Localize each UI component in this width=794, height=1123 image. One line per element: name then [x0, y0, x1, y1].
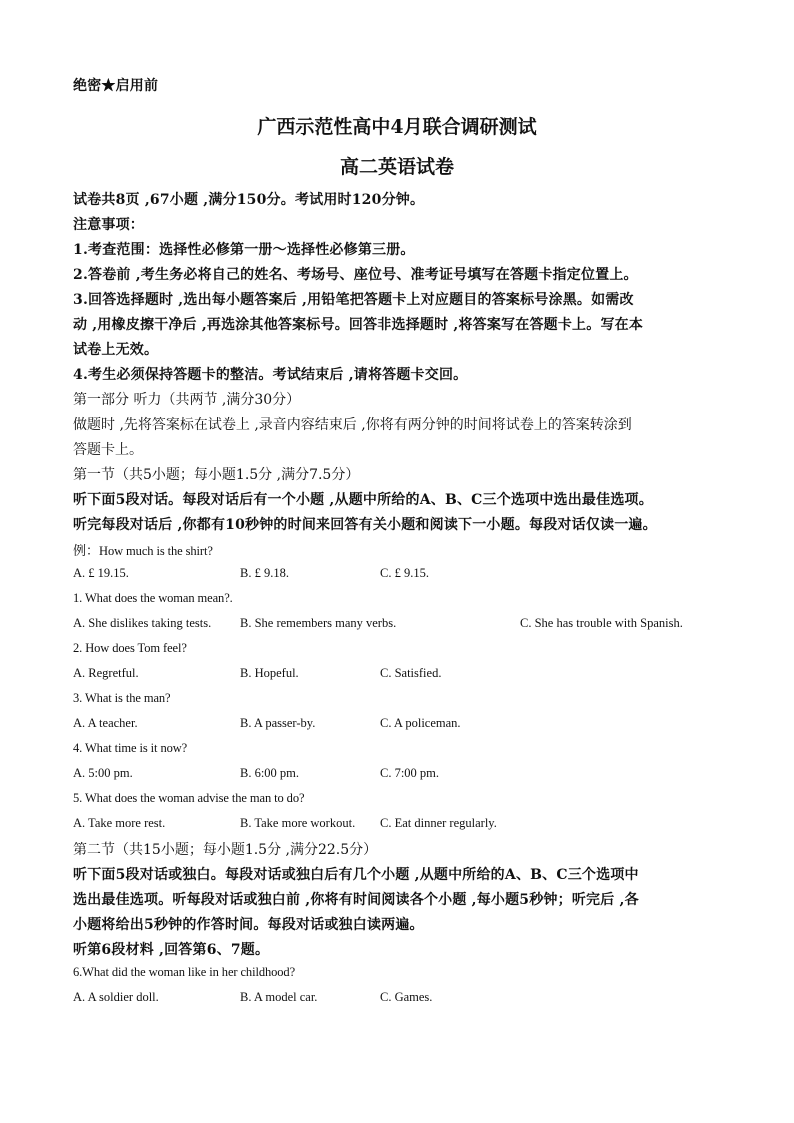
q4-option-a: A. 5:00 pm.	[73, 766, 133, 780]
section1-heading: 第一节（共5小题；每小题1.5分 ,满分7.5分）	[73, 467, 360, 483]
note-3-line-2: 动 ,用橡皮擦干净后 ,再选涂其他答案标号。回答非选择题时 ,将答案写在答题卡上。写在本	[73, 317, 644, 333]
q5-option-c: C. Eat dinner regularly.	[380, 816, 497, 830]
q3-option-b: B. A passer-by.	[240, 716, 316, 730]
part1-desc-line-2: 答题卡上。	[73, 442, 143, 458]
example-option-b: B. £ 9.18.	[240, 566, 289, 580]
q6-option-b: B. A model car.	[240, 990, 318, 1004]
exam-summary: 试卷共8页 ,67小题 ,满分150分。考试用时120分钟。	[73, 192, 425, 208]
q6-option-a: A. A soldier doll.	[73, 990, 159, 1004]
example-option-a: A. £ 19.15.	[73, 566, 129, 580]
section2-heading: 第二节（共15小题；每小题1.5分 ,满分22.5分）	[73, 842, 378, 858]
q3-option-a: A. A teacher.	[73, 716, 138, 730]
section1-desc-line-2: 听完每段对话后 ,你都有10秒钟的时间来回答有关小题和阅读下一小题。每段对话仅读一遍。	[73, 517, 657, 533]
exam-title: 广西示范性高中4月联合调研测试	[257, 116, 537, 138]
example-option-c: C. £ 9.15.	[380, 566, 429, 580]
note-1: 1.考查范围：选择性必修第一册～选择性必修第三册。	[73, 242, 415, 258]
question-6: 6.What did the woman like in her childhood?	[73, 965, 296, 979]
question-1: 1. What does the woman mean?.	[73, 591, 233, 605]
example-question-text: How much is the shirt?	[99, 544, 213, 558]
q4-option-b: B. 6:00 pm.	[240, 766, 300, 780]
q5-option-b: B. Take more workout.	[240, 816, 356, 830]
section1-desc-line-1: 听下面5段对话。每段对话后有一个小题 ,从题中所给的A、B、C三个选项中选出最佳选项。	[73, 492, 653, 508]
section2-desc-line-2: 选出最佳选项。听每段对话或独白前 ,你将有时间阅读各个小题 ,每小题5秒钟；听完后 ,各	[73, 892, 639, 908]
note-3-line-3: 试卷上无效。	[73, 342, 159, 358]
q4-option-c: C. 7:00 pm.	[380, 766, 440, 780]
part1-desc-line-1: 做题时 ,先将答案标在试卷上 ,录音内容结束后 ,你将有两分钟的时间将试卷上的答案转涂到	[73, 417, 632, 433]
question-3: 3. What is the man?	[73, 691, 171, 705]
exam-subtitle: 高二英语试卷	[339, 156, 454, 178]
q3-option-c: C. A policeman.	[380, 716, 461, 730]
question-4: 4. What time is it now?	[73, 741, 188, 755]
notes-heading: 注意事项：	[73, 217, 144, 233]
q2-option-c: C. Satisfied.	[380, 666, 442, 680]
example-prefix: 例：	[73, 544, 100, 559]
q1-option-c: C. She has trouble with Spanish.	[520, 616, 683, 630]
q5-option-a: A. Take more rest.	[73, 816, 166, 830]
section2-desc-line-3: 小题将给出5秒钟的作答时间。每段对话或独白读两遍。	[73, 917, 424, 933]
section2-desc-line-1: 听下面5段对话或独白。每段对话或独白后有几个小题 ,从题中所给的A、B、C三个选项中	[73, 867, 639, 883]
question-5: 5. What does the woman advise the man to do?	[73, 791, 305, 805]
question-2: 2. How does Tom feel?	[73, 641, 187, 655]
q1-option-a: A. She dislikes taking tests.	[73, 616, 212, 630]
secret-mark: 绝密★启用前	[73, 78, 159, 94]
q2-option-b: B. Hopeful.	[240, 666, 299, 680]
q2-option-a: A. Regretful.	[73, 666, 139, 680]
note-3-line-1: 3.回答选择题时 ,选出每小题答案后 ,用铅笔把答题卡上对应题目的答案标号涂黑。如需改	[73, 292, 634, 308]
q6-option-c: C. Games.	[380, 990, 433, 1004]
part1-heading: 第一部分 听力（共两节 ,满分30分）	[73, 392, 301, 408]
q1-option-b: B. She remembers many verbs.	[240, 616, 397, 630]
note-2: 2.答卷前 ,考生务必将自己的姓名、考场号、座位号、准考证号填写在答题卡指定位置上。	[73, 267, 638, 283]
example-question	[73, 540, 213, 559]
material-6-heading: 听第6段材料 ,回答第6、7题。	[73, 942, 270, 958]
note-4: 4.考生必须保持答题卡的整洁。考试结束后 ,请将答题卡交回。	[73, 367, 468, 383]
